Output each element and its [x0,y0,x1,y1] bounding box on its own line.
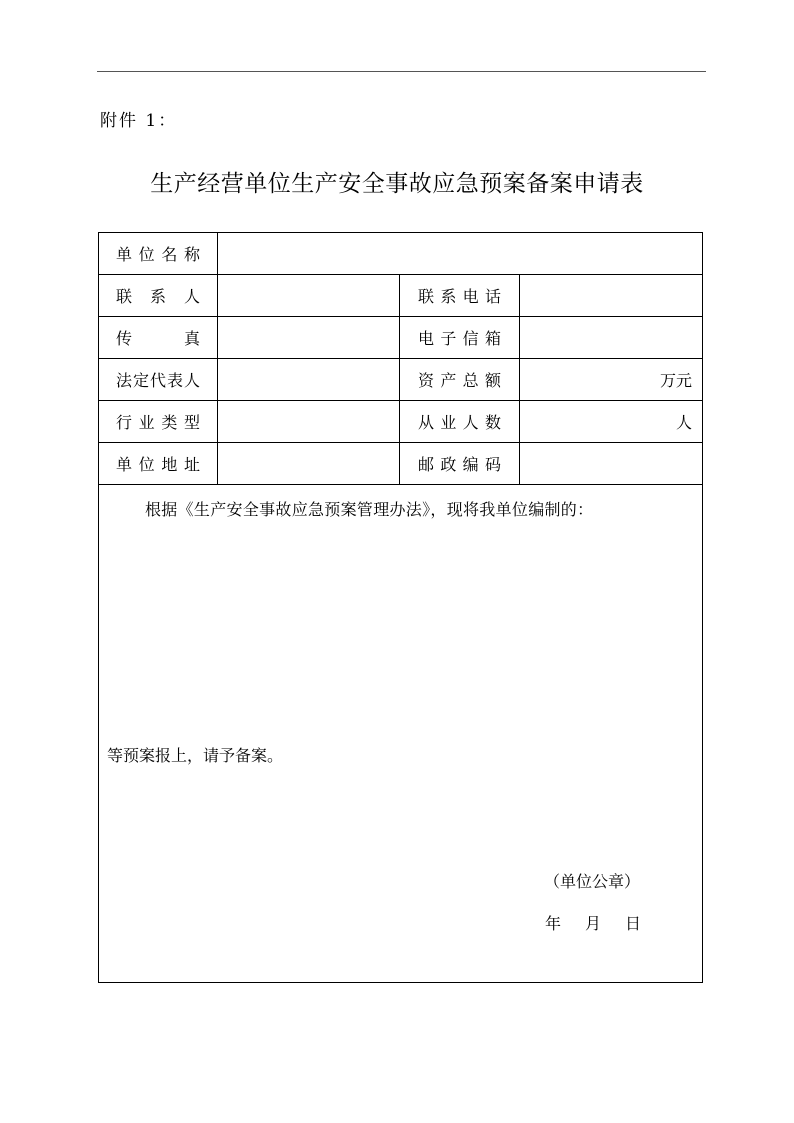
unit-seal-label: （单位公章） [544,872,641,891]
unit-name-label-cell [99,233,218,275]
email-label: 电 子 信 箱 [418,329,501,348]
contact-label-cell [99,275,218,317]
unit-name-label: 单 位 名 称 [116,245,200,264]
fax-field[interactable] [218,317,400,359]
industry-label-cell [99,401,218,443]
row-unit-name [99,233,703,275]
postcode-label: 邮 政 编 码 [418,455,501,474]
statement-intro: 根据《生产安全事故应急预案管理办法》，现将我单位编制的： [145,500,594,519]
unit-name-field[interactable] [218,233,703,275]
row-legal-rep [99,359,703,401]
address-label-cell [99,443,218,485]
phone-label: 联 系 电 话 [418,287,501,306]
postcode-label-cell [400,443,520,485]
total-assets-label: 资 产 总 额 [418,371,501,390]
application-form-table [98,232,703,983]
fax-label-cell [99,317,218,359]
date-month: 月 [585,914,602,933]
total-assets-label-cell [400,359,520,401]
email-label-cell [400,317,520,359]
industry-field[interactable] [218,401,400,443]
legal-rep-label: 法 定 代 表 人 [116,371,200,390]
attachment-label: 附件 1： [100,111,178,131]
date-year: 年 [545,914,562,933]
employees-label-cell [400,401,520,443]
employees-label: 从 业 人 数 [418,413,501,432]
total-assets-unit: 万元 [660,371,693,390]
legal-rep-label-cell [99,359,218,401]
postcode-field[interactable] [520,443,703,485]
row-address [99,443,703,485]
statement-cell[interactable] [99,485,703,983]
fax-label: 传 真 [116,329,200,348]
date-line [545,911,641,934]
page-title: 生产经营单位生产安全事故应急预案备案申请表 [150,171,644,197]
phone-field[interactable] [520,275,703,317]
row-industry [99,401,703,443]
address-label: 单 位 地 址 [116,455,200,474]
date-day: 日 [625,914,642,933]
row-contact [99,275,703,317]
row-fax [99,317,703,359]
industry-label: 行 业 类 型 [116,413,200,432]
total-assets-field[interactable] [520,359,703,401]
row-statement [99,485,703,983]
address-field[interactable] [218,443,400,485]
statement-closing: 等预案报上，请予备案。 [107,746,284,765]
legal-rep-field[interactable] [218,359,400,401]
employees-unit: 人 [676,413,693,432]
email-field[interactable] [520,317,703,359]
phone-label-cell [400,275,520,317]
contact-label: 联 系 人 [116,287,200,306]
header-rule [97,71,706,72]
contact-field[interactable] [218,275,400,317]
employees-field[interactable] [520,401,703,443]
